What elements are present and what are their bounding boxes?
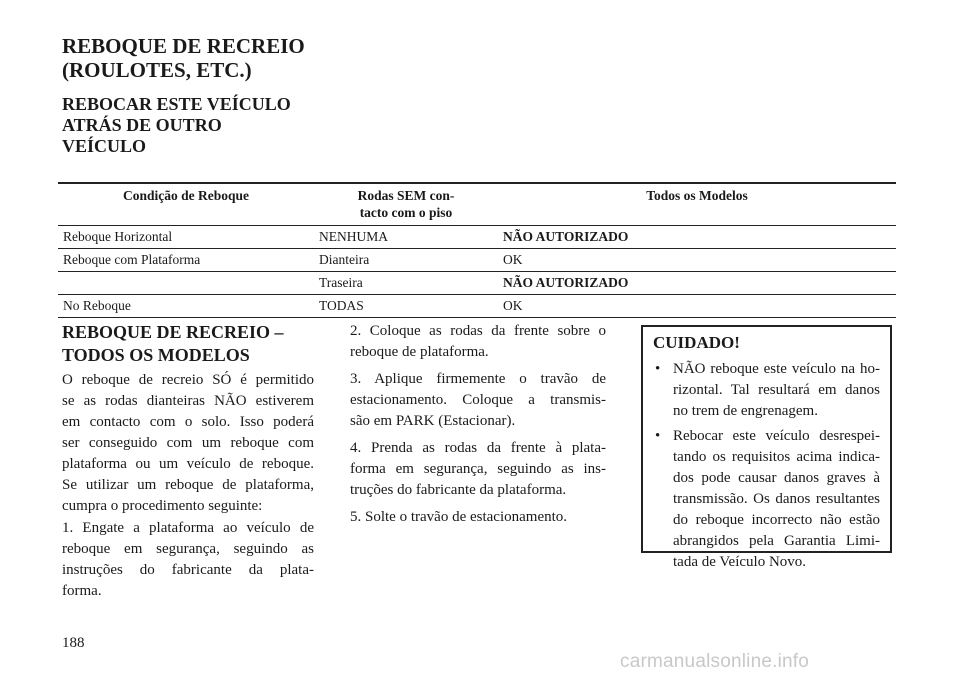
cell-wheels: NENHUMA: [314, 226, 498, 249]
cell-wheels: Traseira: [314, 272, 498, 295]
cell-condition: Reboque com Plataforma: [58, 249, 314, 272]
cell-condition: Reboque Horizontal: [58, 226, 314, 249]
text-line: Rebocar este veículo desrespei-: [673, 428, 880, 444]
page-number: 188: [62, 635, 85, 651]
table-row: [58, 295, 896, 318]
text-line: abrangidos pela Garantia Limi-: [673, 533, 880, 549]
text-line: dos pode causar danos graves à: [673, 470, 880, 486]
text-line: se as rodas dianteiras NÃO estiverem: [62, 393, 314, 409]
text-line: são em PARK (Estacionar).: [350, 413, 516, 429]
text-line: 3. Aplique firmemente o travão de: [350, 371, 606, 387]
text-line: 2. Coloque as rodas da frente sobre o: [350, 323, 606, 339]
subsection-title-line: ATRÁS DE OUTRO: [62, 115, 222, 135]
header-wheels-line: tacto com o piso: [359, 205, 453, 220]
bullet-icon: •: [655, 361, 661, 377]
header-wheels: [314, 183, 498, 226]
step-3: [350, 369, 606, 432]
text-line: reboque em segurança, seguindo as: [62, 541, 314, 557]
text-line: plataforma ou um veículo de reboque.: [62, 456, 314, 472]
cell-models: OK: [498, 295, 896, 318]
table-row: [58, 226, 896, 249]
step-2: [350, 321, 606, 363]
cell-wheels: Dianteira: [314, 249, 498, 272]
table-header-row: [58, 183, 896, 226]
cell-models: OK: [498, 249, 896, 272]
all-models-title-line: TODOS OS MODELOS: [62, 345, 250, 365]
text-line: 4. Prenda as rodas da frente à plata-: [350, 440, 606, 456]
cell-condition: [58, 272, 314, 295]
caution-bullet: [653, 426, 880, 573]
text-line: no trem de engrenagem.: [673, 403, 818, 419]
text-line: 1. Engate a plataforma ao veículo de: [62, 520, 314, 536]
section-title-line: REBOQUE DE RECREIO: [62, 34, 305, 58]
subsection-title-line: VEÍCULO: [62, 136, 147, 156]
table-row: [58, 249, 896, 272]
text-line: do reboque incorrecto não estão: [673, 512, 880, 528]
text-line: reboque de plataforma.: [350, 344, 489, 360]
text-line: forma em segurança, seguindo as ins-: [350, 461, 606, 477]
text-line: truções do fabricante da plataforma.: [350, 482, 567, 498]
step-4: [350, 438, 606, 501]
bullet-icon: •: [655, 428, 661, 444]
step-1: [62, 518, 314, 602]
cell-models: NÃO AUTORIZADO: [498, 272, 896, 295]
intro-paragraph: [62, 370, 314, 517]
text-line: tada de Veículo Novo.: [673, 554, 807, 570]
section-title: [62, 34, 305, 82]
cell-wheels: TODAS: [314, 295, 498, 318]
text-line: rizontal. Tal resultará em danos: [673, 382, 880, 398]
cell-models: NÃO AUTORIZADO: [498, 226, 896, 249]
caution-bullet: [653, 359, 880, 422]
header-condition: Condição de Reboque: [58, 183, 314, 226]
watermark: carmanualsonline.info: [620, 651, 810, 672]
caution-title: CUIDADO!: [653, 333, 740, 352]
text-line: Se utilizar um reboque de plataforma,: [62, 477, 314, 493]
text-line: estacionamento. Coloque a transmis-: [350, 392, 606, 408]
text-line: em contacto com o solo. Isso poderá: [62, 414, 314, 430]
subsection-title: [62, 94, 291, 157]
all-models-title: [62, 321, 284, 367]
text-line: NÃO reboque este veículo na ho-: [673, 361, 880, 377]
text-line: O reboque de recreio SÓ é permitido: [62, 372, 314, 388]
text-line: ser conseguido com um reboque com: [62, 435, 314, 451]
caution-box: [641, 325, 892, 570]
text-line: instruções do fabricante da plata-: [62, 562, 314, 578]
header-models: Todos os Modelos: [498, 183, 896, 226]
header-wheels-line: Rodas SEM con-: [357, 188, 455, 203]
text-line: tando os requisitos acima indica-: [673, 449, 880, 465]
text-line: cumpra o procedimento seguinte:: [62, 498, 263, 514]
text-line: forma.: [62, 583, 102, 599]
table-row: [58, 272, 896, 295]
all-models-title-line: REBOQUE DE RECREIO –: [62, 322, 284, 342]
text-line: 5. Solte o travão de estacionamento.: [350, 509, 568, 525]
step-5: [350, 507, 606, 528]
text-line: transmissão. Os danos resultantes: [673, 491, 880, 507]
cell-condition: No Reboque: [58, 295, 314, 318]
towing-table: [58, 182, 896, 318]
section-title-line: (ROULOTES, ETC.): [62, 58, 252, 82]
subsection-title-line: REBOCAR ESTE VEÍCULO: [62, 94, 291, 114]
